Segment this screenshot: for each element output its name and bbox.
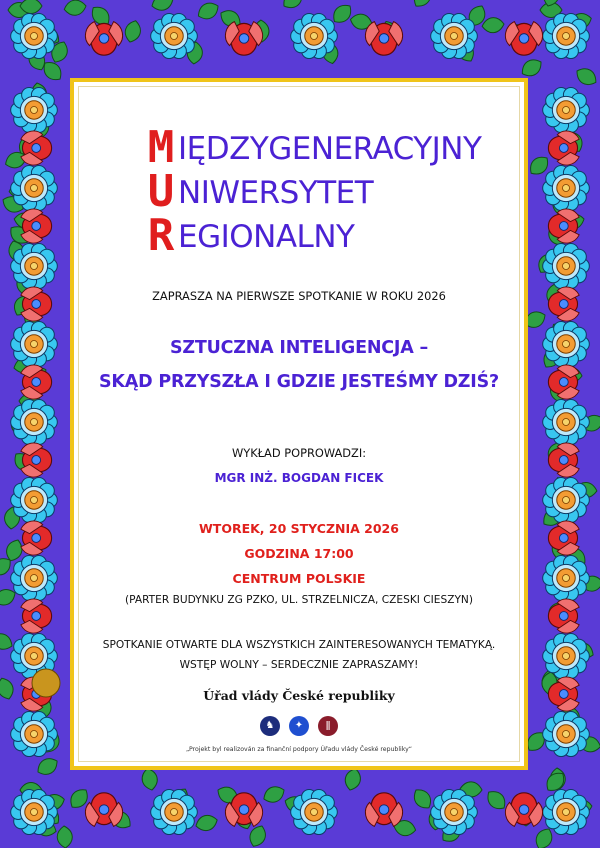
invitation-line: ZAPRASZA NA PIERWSZE SPOTKANIE W ROKU 2026 (152, 289, 446, 303)
czech-lion-logo-icon: ♞ (260, 716, 280, 736)
rosette-flower-icon (151, 13, 198, 58)
rosette-flower-icon (11, 165, 58, 210)
rosette-flower-icon (11, 13, 58, 58)
lecturer-name: MGR INŻ. BOGDAN FICEK (214, 471, 384, 485)
rosette-flower-icon (543, 13, 590, 58)
emblem-logo-icon: ǁ (318, 716, 338, 736)
rosette-flower-icon (543, 477, 590, 522)
mur-letter-u: U (147, 166, 175, 217)
rosette-flower-icon (431, 13, 478, 58)
rosette-flower-icon (431, 789, 478, 834)
rosette-flower-icon (11, 87, 58, 132)
funding-note: „Projekt byl realizován za finanční podpory Úřadu vlády České republiky“ (185, 746, 413, 753)
rosette-flower-icon (11, 789, 58, 834)
rosette-flower-icon (291, 789, 338, 834)
rosette-flower-icon (11, 399, 58, 444)
event-time: GODZINA 17:00 (244, 546, 354, 561)
funder-logos (74, 715, 524, 736)
rosette-flower-icon (11, 321, 58, 366)
rosette-flower-icon (543, 789, 590, 834)
funder-name: Úřad vlády České republiky (203, 688, 395, 703)
mur-word-2: NIWERSYTET (178, 175, 374, 211)
mur-word-3: EGIONALNY (178, 219, 355, 255)
rosette-flower-icon (543, 87, 590, 132)
mur-letter-r: R (147, 210, 175, 261)
rosette-flower-icon (543, 711, 590, 756)
rosette-flower-icon (11, 555, 58, 600)
event-address: (PARTER BUDYNKU ZG PZKO, UL. STRZELNICZA, CZESKI CIESZYN) (125, 594, 473, 606)
eu-stars-logo-icon: ✦ (289, 716, 309, 736)
rosette-flower-icon (11, 243, 58, 288)
mur-letter-m: M (147, 122, 175, 173)
rosette-flower-icon (291, 13, 338, 58)
gold-medallion-icon (32, 669, 60, 697)
event-date: WTOREK, 20 STYCZNIA 2026 (199, 521, 399, 536)
lecture-title-line-2: SKĄD PRZYSZŁA I GDZIE JESTEŚMY DZIŚ? (99, 372, 499, 392)
lecture-title-line-1: SZTUCZNA INTELIGENCJA – (169, 338, 429, 358)
rosette-flower-icon (543, 399, 590, 444)
open-meeting-line: SPOTKANIE OTWARTE DLA WSZYSTKICH ZAINTERESOWANYCH TEMATYKĄ. (102, 639, 496, 651)
free-entry-line: WSTĘP WOLNY – SERDECZNIE ZAPRASZAMY! (179, 659, 419, 671)
mur-word-1: IĘDZYGENERACYJNY (178, 131, 482, 167)
rosette-flower-icon (543, 165, 590, 210)
lecturer-label: WYKŁAD POPROWADZI: (231, 446, 367, 460)
rosette-flower-icon (543, 243, 590, 288)
rosette-flower-icon (543, 555, 590, 600)
content-panel (70, 78, 528, 770)
rosette-flower-icon (543, 321, 590, 366)
rosette-flower-icon (543, 633, 590, 678)
rosette-flower-icon (11, 477, 58, 522)
rosette-flower-icon (151, 789, 198, 834)
rosette-flower-icon (11, 711, 58, 756)
event-venue: CENTRUM POLSKIE (232, 571, 366, 586)
